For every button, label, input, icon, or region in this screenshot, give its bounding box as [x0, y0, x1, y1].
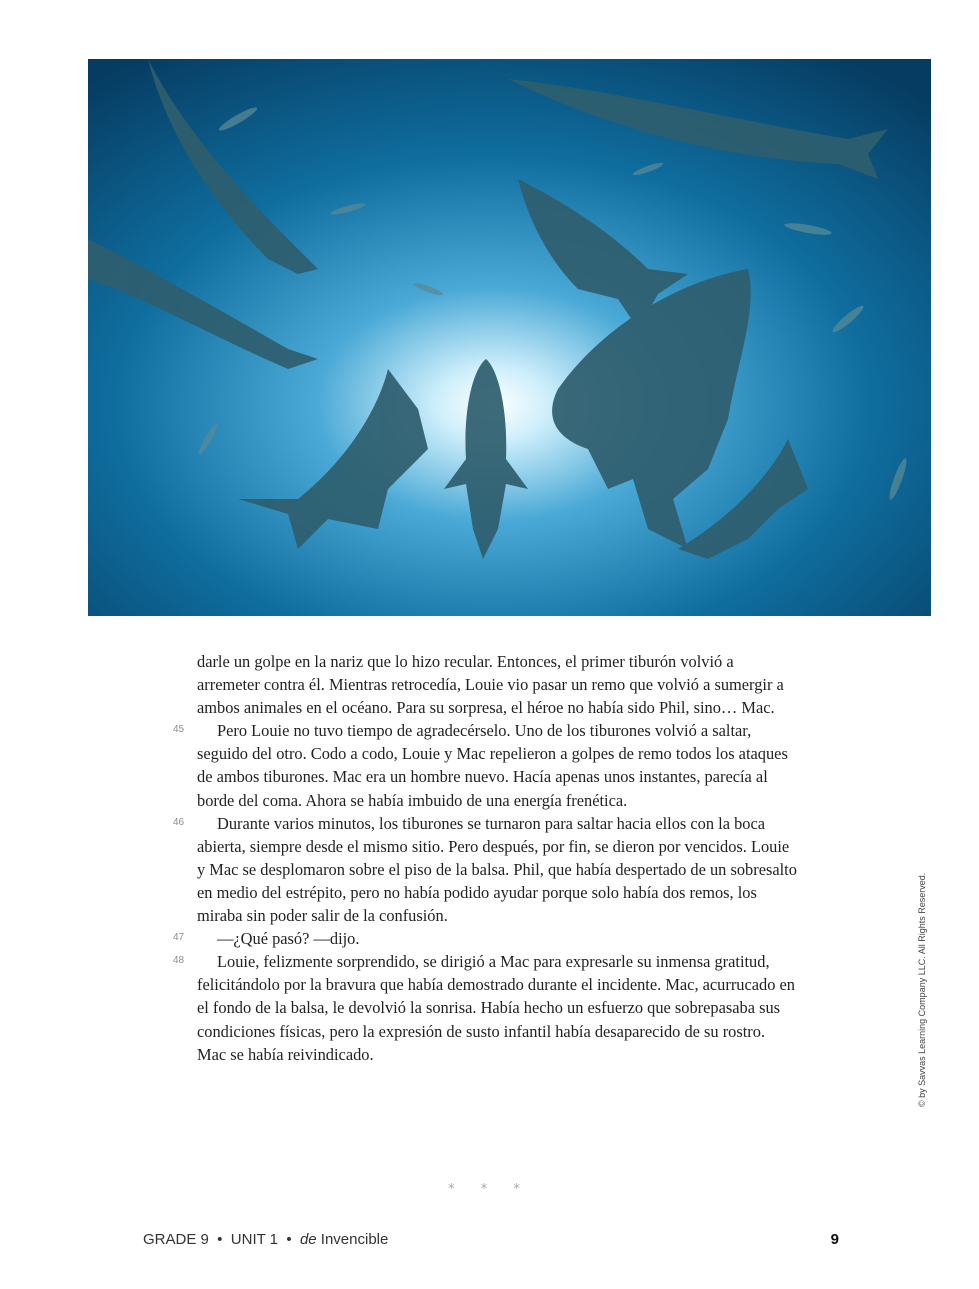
- copyright-notice: © by Savvas Learning Company LLC. All Rights Reserved.: [917, 872, 927, 1107]
- footer-grade-unit: GRADE 9 • UNIT 1 •: [143, 1231, 300, 1248]
- paragraph-text: Louie, felizmente sorprendido, se dirigió a Mac para expresarle su inmensa gratitud, felicitándolo por la bravura que había demostrado durante el incidente. Mac, acurrucado en el fondo de la balsa, le devolvió la sonrisa. Había hecho un esfuerzo que sobrepasaba sus condiciones físicas, pero la expresión de susto infantil había desaparecido de su rostro. Mac se había reivindicado.: [197, 952, 796, 1064]
- footer-prefix: de: [299, 1231, 317, 1248]
- paragraph: [173, 927, 797, 950]
- footer-work-title: Invencible: [316, 1231, 389, 1248]
- section-break: * * *: [448, 1182, 531, 1197]
- story-text: [173, 650, 797, 1066]
- paragraph-text: Durante varios minutos, los tiburones se turnaron para saltar hacia ellos con la boca abierta, siempre desde el mismo sitio. Pero después, por fin, se dieron por vencidos. Louie y Mac se desplomaron sobre el piso de la balsa. Phil, que había despertado de un sobresalto en medio del estrépito, pero no había podido ayudar porque solo había dos remos, los miraba sin poder salir de la confusión.: [197, 813, 797, 926]
- page-number: 9: [830, 1231, 839, 1248]
- paragraph: [173, 812, 797, 927]
- paragraph-number: 47: [173, 932, 185, 944]
- paragraph-text: Pero Louie no tuvo tiempo de agradecérselo. Uno de los tiburones volvió a saltar, seguido del otro. Codo a codo, Louie y Mac repelieron a golpes de remo todos los ataques de ambos tiburones. Mac era un hombre nuevo. Hacía apenas unos instantes, parecía al borde del coma. Ahora se había imbuido de una energía frenética.: [197, 721, 788, 810]
- paragraph-number: 46: [173, 816, 185, 828]
- paragraph: [173, 719, 797, 811]
- paragraph-text: darle un golpe en la nariz que lo hizo recular. Entonces, el primer tiburón volvió a arremeter contra él. Mientras retrocedía, Louie vio pasar un remo que volvió a sumergir a ambos animales en el océano. Para su sorpresa, el héroe no había sido Phil, sino… Mac.: [197, 652, 784, 718]
- paragraph-text: —¿Qué pasó? —dijo.: [217, 929, 360, 949]
- underwater-sharks-illustration: [88, 59, 931, 616]
- paragraph-number: 45: [173, 724, 185, 736]
- footer-source: [143, 1231, 388, 1248]
- paragraph: [197, 650, 797, 719]
- paragraph-number: 48: [173, 955, 185, 967]
- shark-photo: [88, 59, 931, 616]
- paragraph: [173, 950, 797, 1065]
- page-footer: [143, 1231, 839, 1253]
